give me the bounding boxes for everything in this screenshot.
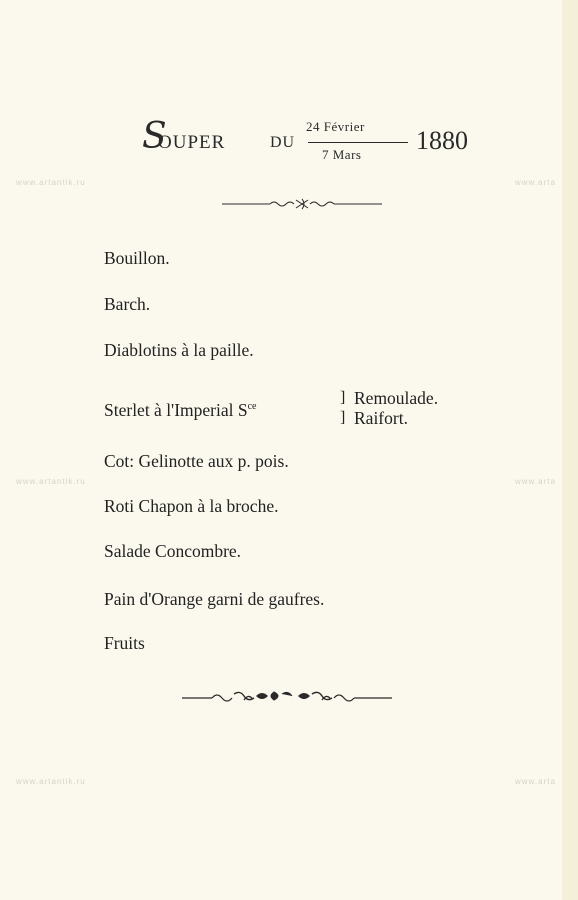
menu-item: Roti Chapon à la broche. — [104, 496, 279, 516]
paper-edge — [562, 0, 578, 900]
top-ornament-icon — [222, 196, 382, 212]
title-initial: S — [142, 116, 167, 157]
watermark: www.artantik.ru — [16, 477, 86, 486]
menu-item-sterlet — [104, 400, 257, 421]
title-date-old-style: 24 Février — [306, 119, 365, 134]
watermark: www.arta — [515, 777, 556, 786]
sauce-options — [340, 388, 438, 428]
bracket-icon: ] — [340, 409, 346, 426]
watermark: www.artantik.ru — [16, 178, 86, 187]
bracket-icon: ] — [340, 389, 346, 406]
sauce-option — [340, 408, 438, 428]
menu-item: Barch. — [104, 294, 151, 314]
title-year: 1880 — [416, 126, 468, 155]
bottom-ornament-icon — [182, 688, 392, 706]
menu-item: Pain d'Orange garni de gaufres. — [104, 589, 325, 609]
watermark: www.arta — [515, 178, 556, 187]
menu-item-sterlet-text: Sterlet à l'Imperial S — [104, 400, 248, 420]
watermark: www.artantik.ru — [16, 777, 86, 786]
title-souper: OUPER — [158, 132, 226, 153]
sauce-option-label: Raifort. — [354, 407, 408, 428]
sauce-option-label: Remoulade. — [354, 387, 439, 408]
menu-item-sterlet-sup: ce — [247, 401, 257, 413]
title-date-divider — [308, 142, 408, 143]
menu-item: Diablotins à la paille. — [104, 340, 254, 360]
menu-item: Salade Concombre. — [104, 541, 242, 561]
menu-item: Cot: Gelinotte aux p. pois. — [104, 451, 289, 471]
menu-item: Bouillon. — [104, 248, 170, 268]
watermark: www.arta — [515, 477, 556, 486]
menu-item: Fruits — [104, 633, 145, 653]
title-du: DU — [270, 134, 296, 151]
sauce-option — [340, 388, 438, 408]
page-title — [140, 112, 480, 172]
title-date-new-style: 7 Mars — [322, 147, 362, 162]
